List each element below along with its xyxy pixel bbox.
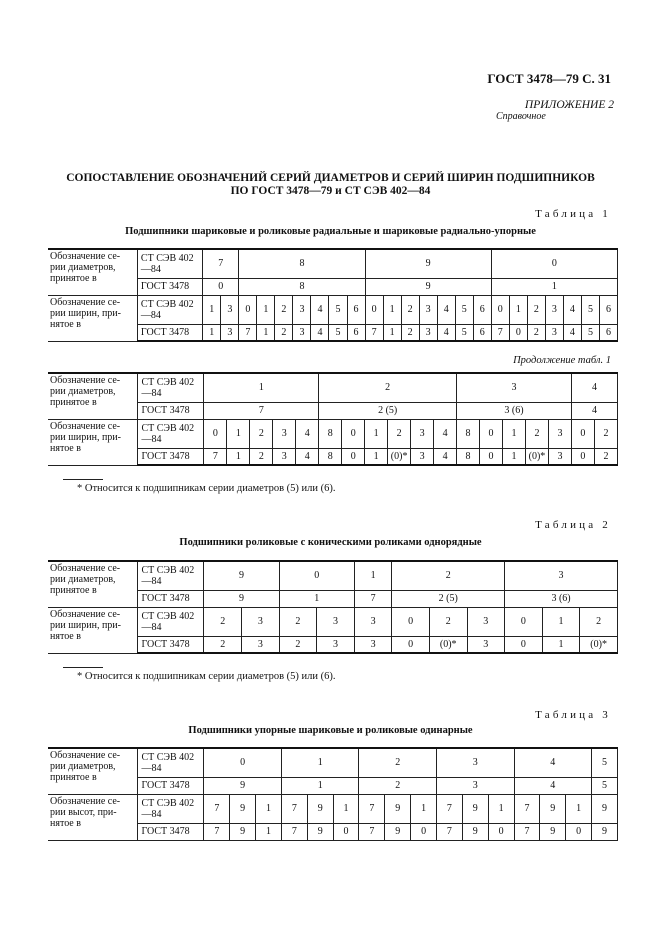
cell: 1 [383, 324, 401, 341]
cell: 2 [275, 295, 293, 324]
cell: 2 [580, 607, 618, 636]
cell: 3 [354, 636, 392, 653]
cell: 2 [359, 748, 437, 777]
cell: 4 [571, 373, 617, 402]
cell: 7 [365, 324, 383, 341]
cell: 3 [242, 607, 280, 636]
cell: 0 [239, 295, 257, 324]
cell: 4 [563, 295, 581, 324]
cell: 9 [592, 823, 618, 840]
cell: 2 [401, 295, 419, 324]
cell: 7 [203, 249, 239, 278]
cell: 3 [467, 607, 505, 636]
title-line-1: СОПОСТАВЛЕНИЕ ОБОЗНАЧЕНИЙ СЕРИЙ ДИАМЕТРОВ И СЕРИЙ ШИРИН ПОДШИПНИКОВ [66, 172, 595, 184]
cell: 0 [488, 823, 514, 840]
cell: 0 [480, 448, 503, 465]
cell: 9 [204, 777, 282, 794]
cell: 7 [436, 794, 462, 823]
cell: 7 [239, 324, 257, 341]
cell: 1 [203, 324, 221, 341]
cell: 3 [436, 777, 514, 794]
cell: 5 [581, 295, 599, 324]
cell: 3 [221, 324, 239, 341]
cell: 3 [293, 324, 311, 341]
cell: 9 [230, 823, 256, 840]
cell: 6 [347, 324, 365, 341]
row-label-width: Обозначение се- рии ширин, при- нятое в [48, 607, 138, 653]
cell: 9 [540, 823, 566, 840]
footnote-divider [63, 667, 103, 668]
cell: 0 [392, 607, 430, 636]
cell: 0 [203, 278, 239, 295]
cell: 7 [514, 794, 540, 823]
footnote-divider [63, 479, 103, 480]
cell: 8 [319, 419, 342, 448]
cell: 9 [462, 794, 488, 823]
cell: 8 [457, 448, 480, 465]
cell: 9 [385, 823, 411, 840]
cell: 0 [509, 324, 527, 341]
row-label-diam: Обозначение се- рии диаметров, принятое в [48, 561, 138, 607]
cell: (0)* [429, 636, 467, 653]
cell: 9 [385, 794, 411, 823]
cell: 9 [365, 249, 491, 278]
row-sub-gost: ГОСТ 3478 [138, 823, 204, 840]
table-3-label: Таблица 3 [535, 709, 611, 721]
cell: 0 [279, 561, 354, 590]
cell: 2 [279, 636, 317, 653]
cell: 2 [388, 419, 411, 448]
cell: 3 [411, 448, 434, 465]
cell: 0 [204, 748, 282, 777]
cell: 1 [227, 419, 250, 448]
row-sub-sev: СТ СЭВ 402—84 [138, 748, 204, 777]
cell: 4 [311, 295, 329, 324]
cell: 0 [342, 419, 365, 448]
cell: 3 [317, 607, 355, 636]
cell: 6 [599, 324, 617, 341]
cell: 7 [514, 823, 540, 840]
page-header: ГОСТ 3478—79 С. 31 [487, 71, 611, 86]
table-1-continued [48, 372, 618, 466]
cell: 1 [488, 794, 514, 823]
row-label-diam: Обозначение се- рии диаметров, принятое в [48, 748, 138, 794]
row-sub-sev: СТ СЭВ 402—84 [138, 419, 204, 448]
cell: 2 [250, 448, 273, 465]
cell: 1 [503, 419, 526, 448]
row-label-diam: Обозначение се- рии диаметров, принятое в [48, 249, 137, 295]
cell: 9 [592, 794, 618, 823]
cell: 9 [365, 278, 491, 295]
table-2-subtitle: Подшипники роликовые с коническими роликами однорядные [179, 537, 482, 548]
table-2-label: Таблица 2 [535, 519, 611, 531]
cell: 1 [257, 324, 275, 341]
cell: 1 [204, 373, 319, 402]
cell: 1 [256, 794, 282, 823]
cell: 3 [545, 295, 563, 324]
cell: 9 [204, 561, 279, 590]
cell: 5 [329, 324, 347, 341]
cell: 5 [592, 748, 618, 777]
cell: 3 [457, 373, 572, 402]
cell: 1 [279, 590, 354, 607]
cell: 4 [514, 748, 592, 777]
row-sub-sev: СТ СЭВ 402—84 [138, 607, 204, 636]
cell: 7 [354, 590, 392, 607]
cell: 2 [204, 636, 242, 653]
row-sub-sev: СТ СЭВ 402—84 [138, 561, 204, 590]
row-sub-gost: ГОСТ 3478 [138, 448, 204, 465]
cell: 3 [548, 448, 571, 465]
cell: 4 [571, 402, 617, 419]
table-1-subtitle: Подшипники шариковые и роликовые радиальные и шариковые радиально-упорные [125, 226, 536, 237]
cell: 1 [503, 448, 526, 465]
cell: 3 [242, 636, 280, 653]
cell: 5 [455, 295, 473, 324]
appendix-note: Справочное [496, 111, 546, 122]
cell: 0 [392, 636, 430, 653]
cell: 6 [473, 324, 491, 341]
cell: 1 [257, 295, 275, 324]
cell: 8 [457, 419, 480, 448]
cell: 1 [365, 448, 388, 465]
cell: 7 [436, 823, 462, 840]
cell: 4 [296, 419, 319, 448]
cell: 1 [227, 448, 250, 465]
cell: 9 [462, 823, 488, 840]
cell: 2 [525, 419, 548, 448]
cell: 1 [354, 561, 392, 590]
table-2 [48, 560, 618, 654]
cell: 3 (6) [505, 590, 618, 607]
cell: 7 [204, 448, 227, 465]
cell: 3 [467, 636, 505, 653]
cell: 3 [548, 419, 571, 448]
continued-label: Продолжение табл. 1 [513, 355, 611, 366]
cell: 5 [455, 324, 473, 341]
row-label-diam: Обозначение се- рии диаметров, принятое в [48, 373, 138, 419]
cell: 8 [239, 278, 365, 295]
footnote: * Относится к подшипникам серии диаметров (5) или (6). [77, 671, 336, 682]
cell: 1 [383, 295, 401, 324]
cell: 2 [594, 419, 617, 448]
cell: 6 [599, 295, 617, 324]
cell: (0)* [388, 448, 411, 465]
row-sub-gost: ГОСТ 3478 [138, 590, 204, 607]
cell: 4 [563, 324, 581, 341]
cell: 0 [505, 636, 543, 653]
cell: 7 [204, 402, 319, 419]
cell: 1 [281, 777, 359, 794]
cell: 9 [307, 794, 333, 823]
cell: 4 [296, 448, 319, 465]
cell: 0 [365, 295, 383, 324]
row-sub-gost: ГОСТ 3478 [138, 777, 204, 794]
cell: 3 [293, 295, 311, 324]
cell: 1 [509, 295, 527, 324]
table-3-subtitle: Подшипники упорные шариковые и роликовые одинарные [188, 725, 473, 736]
table-1 [48, 248, 618, 342]
cell: 7 [281, 823, 307, 840]
cell: 5 [581, 324, 599, 341]
cell: 3 [221, 295, 239, 324]
cell: 7 [281, 794, 307, 823]
cell: 1 [491, 278, 617, 295]
cell: 1 [411, 794, 437, 823]
cell: 1 [203, 295, 221, 324]
cell: 0 [411, 823, 437, 840]
table-1-label: Таблица 1 [535, 208, 611, 220]
row-sub-gost: ГОСТ 3478 [137, 324, 202, 341]
cell: 3 [273, 419, 296, 448]
row-sub-sev: СТ СЭВ 402—84 [138, 794, 204, 823]
cell: 1 [365, 419, 388, 448]
cell: 3 [419, 324, 437, 341]
cell: 2 [250, 419, 273, 448]
cell: 0 [571, 419, 594, 448]
cell: 7 [359, 823, 385, 840]
cell: 7 [359, 794, 385, 823]
cell: 2 [401, 324, 419, 341]
cell: 5 [329, 295, 347, 324]
cell: 0 [333, 823, 359, 840]
cell: 8 [239, 249, 365, 278]
cell: 6 [347, 295, 365, 324]
cell: 3 [317, 636, 355, 653]
cell: 8 [319, 448, 342, 465]
cell: 0 [505, 607, 543, 636]
cell: 3 [505, 561, 618, 590]
row-sub-sev: СТ СЭВ 402—84 [137, 249, 202, 278]
cell: 7 [204, 823, 230, 840]
cell: 2 [429, 607, 467, 636]
cell: 4 [311, 324, 329, 341]
cell: 3 (6) [457, 402, 572, 419]
cell: 1 [281, 748, 359, 777]
cell: 1 [542, 607, 580, 636]
cell: 2 [275, 324, 293, 341]
table-3 [48, 747, 618, 841]
cell: 1 [256, 823, 282, 840]
cell: 0 [566, 823, 592, 840]
cell: 2 [279, 607, 317, 636]
cell: 0 [480, 419, 503, 448]
cell: 9 [307, 823, 333, 840]
cell: 2 [359, 777, 437, 794]
cell: 4 [434, 448, 457, 465]
cell: 1 [333, 794, 359, 823]
footnote: * Относится к подшипникам серии диаметров (5) или (6). [77, 483, 336, 494]
row-sub-sev: СТ СЭВ 402—84 [137, 295, 202, 324]
cell: 2 [527, 324, 545, 341]
row-sub-sev: СТ СЭВ 402—84 [138, 373, 204, 402]
cell: 1 [566, 794, 592, 823]
cell: 5 [592, 777, 618, 794]
cell: 7 [204, 794, 230, 823]
cell: 2 [204, 607, 242, 636]
cell: 2 (5) [392, 590, 505, 607]
row-label-width: Обозначение се- рии ширин, при- нятое в [48, 419, 138, 465]
document-title [0, 172, 661, 198]
cell: 0 [491, 249, 617, 278]
title-line-2: ПО ГОСТ 3478—79 и СТ СЭВ 402—84 [230, 185, 431, 197]
cell: 0 [571, 448, 594, 465]
cell: 3 [419, 295, 437, 324]
cell: 9 [204, 590, 279, 607]
cell: 0 [491, 295, 509, 324]
cell: 2 [392, 561, 505, 590]
cell: 7 [491, 324, 509, 341]
cell: 2 [527, 295, 545, 324]
cell: 4 [437, 295, 455, 324]
cell: 4 [437, 324, 455, 341]
row-label-height: Обозначение се- рии высот, при- нятое в [48, 794, 138, 840]
cell: (0)* [580, 636, 618, 653]
cell: 3 [545, 324, 563, 341]
cell: 3 [436, 748, 514, 777]
cell: 6 [473, 295, 491, 324]
cell: 3 [354, 607, 392, 636]
appendix-label: ПРИЛОЖЕНИЕ 2 [524, 99, 614, 111]
cell: 0 [342, 448, 365, 465]
row-label-width: Обозначение се- рии ширин, при- нятое в [48, 295, 137, 341]
cell: 9 [540, 794, 566, 823]
cell: 2 [594, 448, 617, 465]
cell: 0 [204, 419, 227, 448]
cell: 2 (5) [319, 402, 457, 419]
cell: 4 [434, 419, 457, 448]
cell: 1 [542, 636, 580, 653]
cell: 3 [411, 419, 434, 448]
cell: 9 [230, 794, 256, 823]
row-sub-gost: ГОСТ 3478 [138, 402, 204, 419]
cell: 4 [514, 777, 592, 794]
cell: 2 [319, 373, 457, 402]
row-sub-gost: ГОСТ 3478 [138, 636, 204, 653]
row-sub-gost: ГОСТ 3478 [137, 278, 202, 295]
cell: (0)* [525, 448, 548, 465]
cell: 3 [273, 448, 296, 465]
